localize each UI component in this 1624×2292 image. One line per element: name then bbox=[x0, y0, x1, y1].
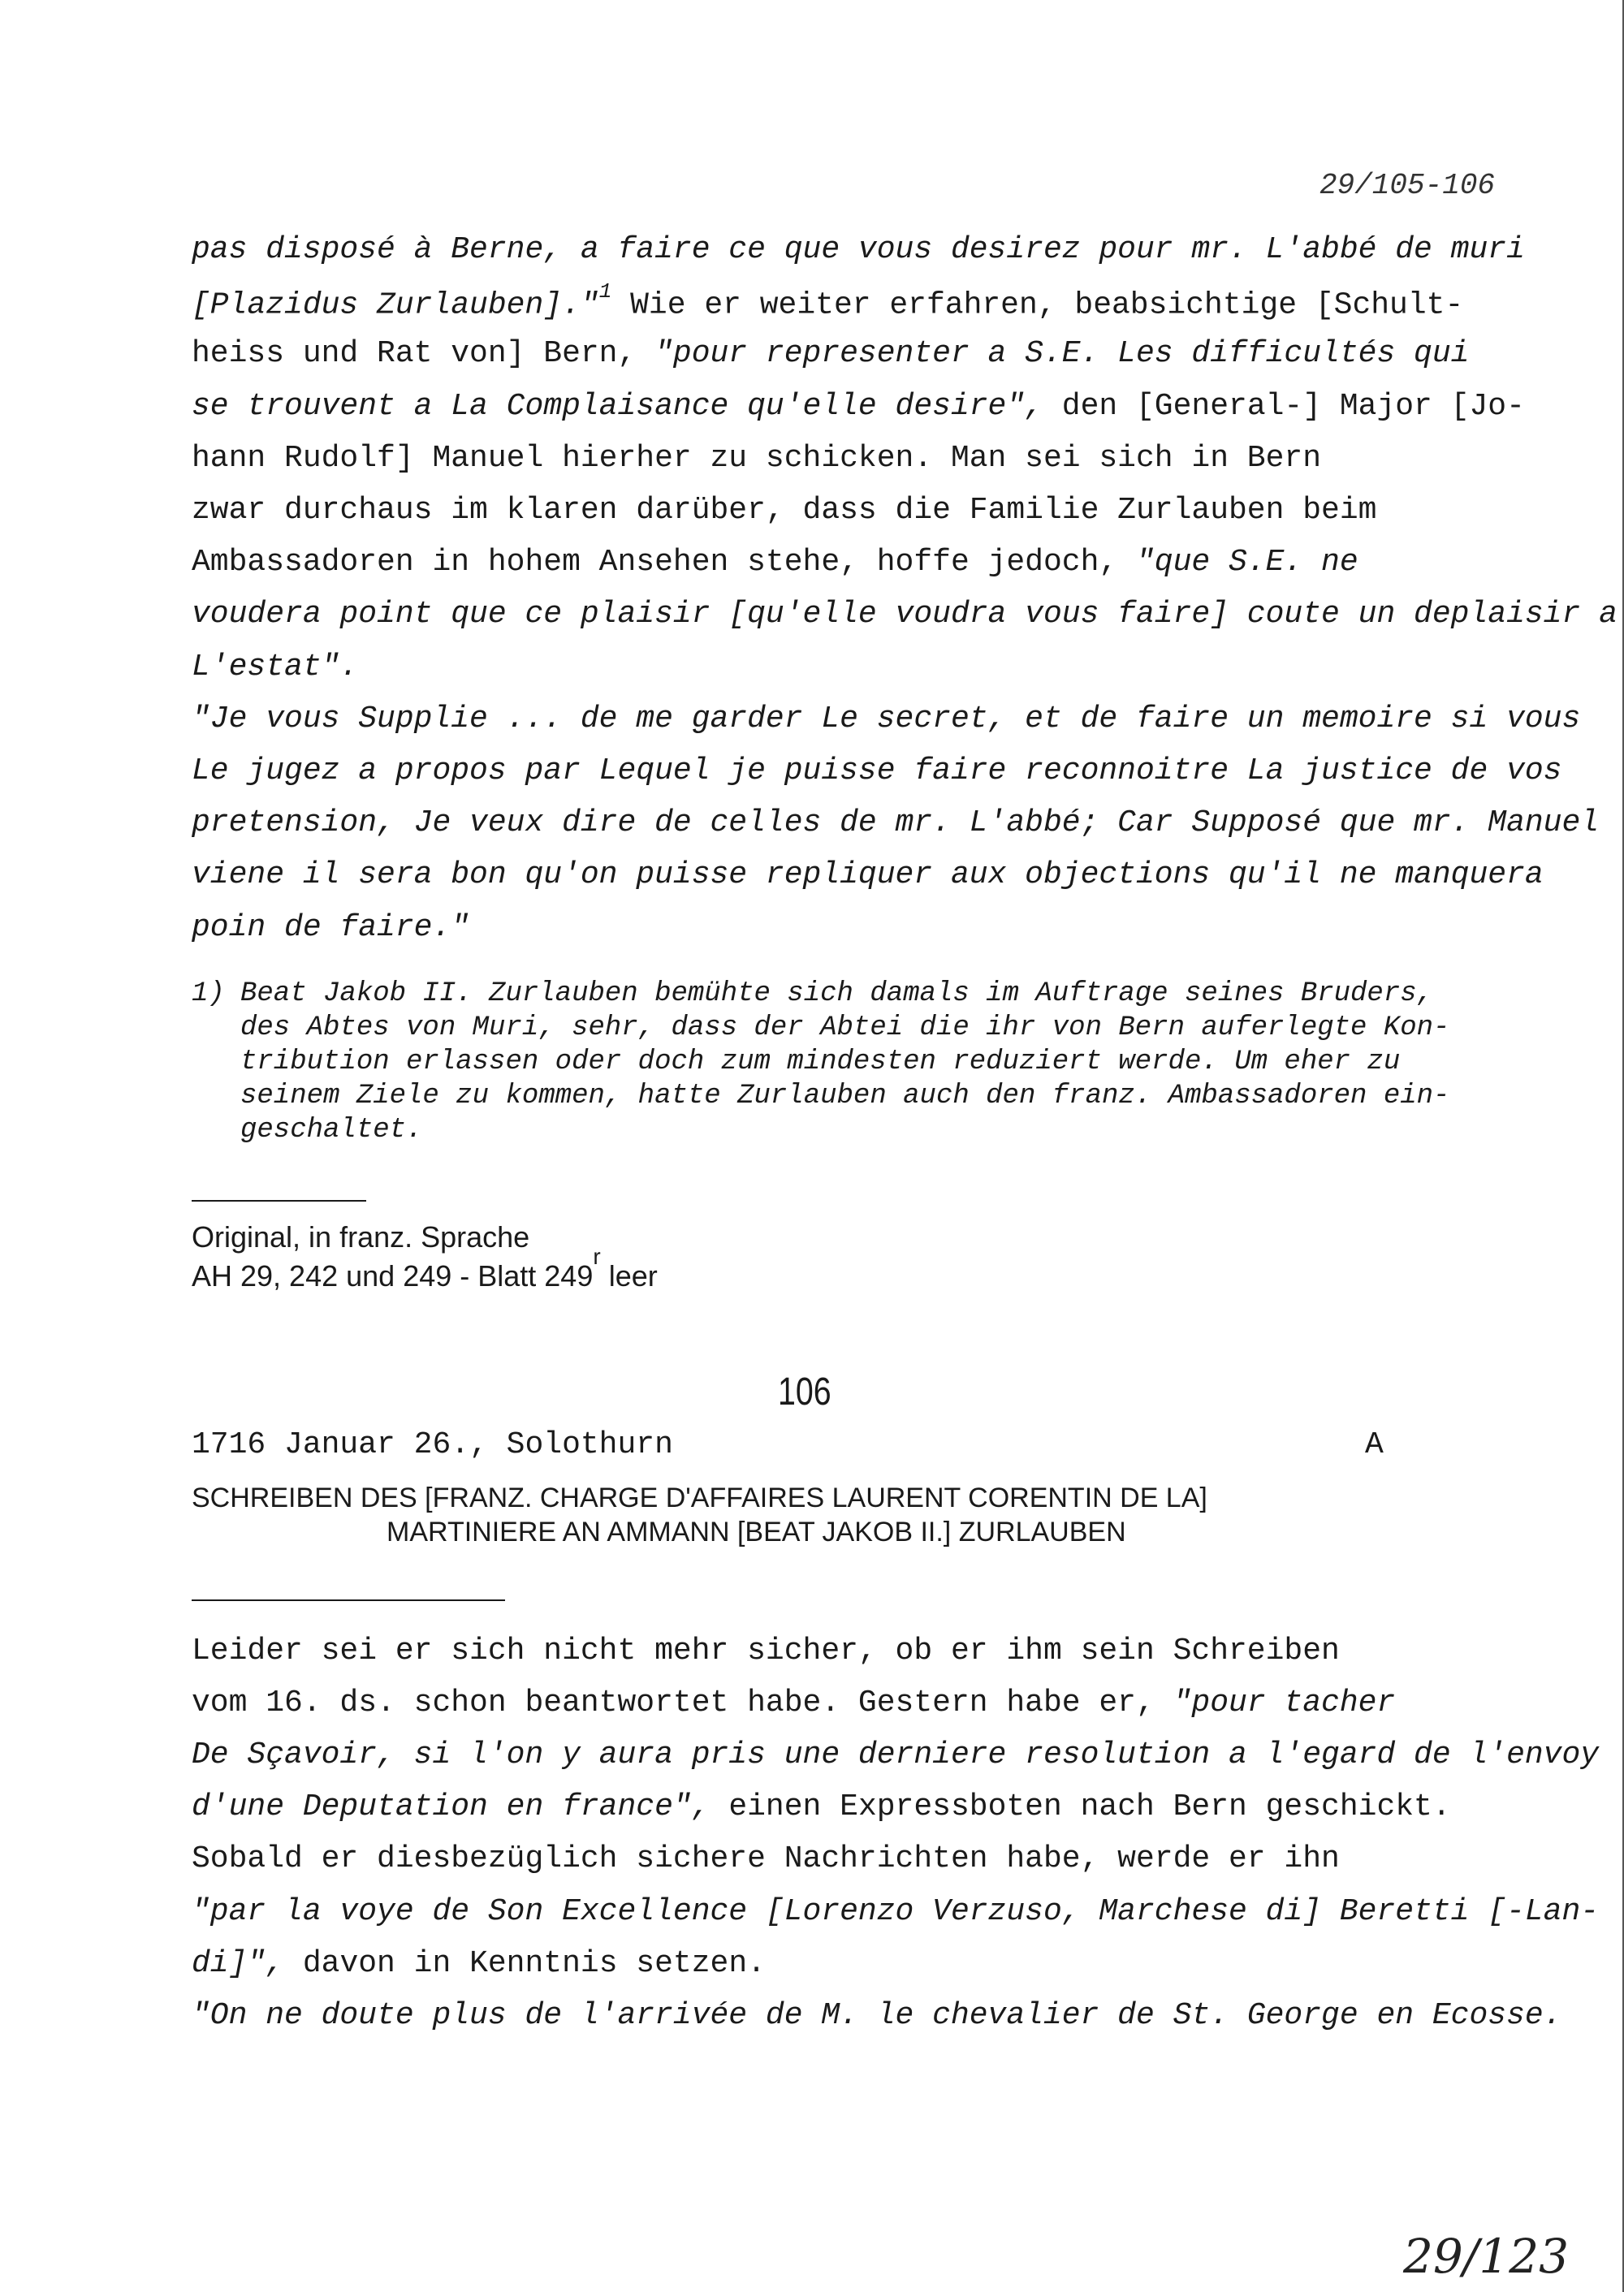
text-run: den [General-] Major [Jo- bbox=[1043, 388, 1525, 424]
text-line bbox=[192, 1998, 1561, 2033]
footnote-line: geschaltet. bbox=[240, 1115, 423, 1146]
text-line bbox=[192, 1634, 1340, 1668]
letter-106-number: 106 bbox=[778, 1370, 831, 1414]
text-run: "pour tacher bbox=[1173, 1686, 1396, 1721]
text-run: Leider sei er sich nicht mehr sicher, ob er ihm sein Schreiben bbox=[192, 1634, 1340, 1668]
text-run: davon in Kenntnis setzen. bbox=[284, 1945, 766, 1981]
source-divider bbox=[192, 1200, 366, 1202]
source-original bbox=[192, 1220, 529, 1254]
footnote-line: Beat Jakob II. Zurlauben bemühte sich damals im Auftrage seines Bruders, bbox=[240, 978, 1434, 1009]
text-run: [Plazidus Zurlauben]." bbox=[192, 287, 599, 323]
text-run: Le jugez a propos par Lequel je puisse faire reconnoitre La justice de vos bbox=[192, 753, 1562, 788]
footnote-marker: 1 bbox=[598, 279, 612, 304]
text-run: poin de faire." bbox=[192, 909, 470, 945]
text-line bbox=[192, 441, 1321, 476]
text-line bbox=[192, 910, 469, 945]
text-line bbox=[192, 701, 1580, 736]
text-line bbox=[192, 1789, 1451, 1824]
text-line bbox=[192, 279, 1464, 323]
archive-stamp: 29/123 bbox=[1403, 2229, 1570, 2284]
text-line bbox=[192, 1686, 1395, 1720]
title-divider bbox=[192, 1599, 505, 1601]
text-run: heiss und Rat von] Bern, bbox=[192, 336, 655, 372]
source-line-1: Original, in franz. Sprache bbox=[192, 1220, 530, 1254]
text-run: se trouvent a La Complaisance qu'elle desire", bbox=[192, 388, 1043, 424]
text-line bbox=[192, 805, 1599, 840]
text-run: voudera point que ce plaisir [qu'elle voudra vous faire] coute un deplaisir a bbox=[192, 597, 1618, 632]
text-run: viene il sera bon qu'on puisse repliquer aux objections qu'il ne manquera bbox=[192, 857, 1544, 893]
footnote-line: seinem Ziele zu kommen, hatte Zurlauben auch den franz. Ambassadoren ein- bbox=[240, 1081, 1450, 1111]
text-line bbox=[192, 753, 1561, 788]
letter-106-title-line-2: MARTINIERE AN AMMANN [BEAT JAKOB II.] ZURLAUBEN bbox=[387, 1517, 1126, 1547]
text-run: "par la voye de Son Excellence [Lorenzo Verzuso, Marchese di] Beretti [-Lan- bbox=[192, 1893, 1600, 1929]
footnote-number: 1) bbox=[192, 978, 225, 1009]
source-archive bbox=[192, 1244, 658, 1293]
source-line-2-sup: r bbox=[593, 1244, 601, 1269]
text-line bbox=[192, 232, 1525, 267]
text-line bbox=[192, 857, 1544, 892]
text-line bbox=[192, 336, 1469, 371]
footnote-line: des Abtes von Muri, sehr, dass der Abtei die ihr von Bern auferlegte Kon- bbox=[240, 1012, 1450, 1043]
text-line bbox=[192, 1841, 1340, 1876]
footnote-line: tribution erlassen oder doch zum mindesten reduziert werde. Um eher zu bbox=[240, 1047, 1401, 1077]
text-run: d'une Deputation en france", bbox=[192, 1789, 710, 1825]
text-line bbox=[192, 650, 358, 684]
text-line bbox=[192, 545, 1358, 580]
letter-106-title-line-1: SCHREIBEN DES [FRANZ. CHARGE D'AFFAIRES LAURENT CORENTIN DE LA] bbox=[192, 1483, 1207, 1513]
text-run: De Sçavoir, si l'on y aura pris une derniere resolution a l'egard de l'envoy bbox=[192, 1737, 1600, 1773]
source-line-2-end: leer bbox=[600, 1259, 658, 1293]
text-line bbox=[192, 389, 1525, 424]
text-run: di]", bbox=[192, 1945, 285, 1981]
text-run: Sobald er diesbezüglich sichere Nachrichten habe, werde er ihn bbox=[192, 1841, 1340, 1877]
text-run: einen Expressboten nach Bern geschickt. bbox=[710, 1789, 1451, 1825]
text-run: Ambassadoren in hohem Ansehen stehe, hoffe jedoch, bbox=[192, 545, 1136, 581]
letter-106-type: A bbox=[1365, 1427, 1384, 1462]
page-reference: 29/105-106 bbox=[1320, 169, 1496, 202]
text-line bbox=[192, 1737, 1599, 1772]
text-run: Wie er weiter erfahren, beabsichtige [Schult- bbox=[611, 287, 1464, 323]
text-run: pretension, Je veux dire de celles de mr. L'abbé; Car Supposé que mr. Manuel bbox=[192, 805, 1600, 841]
text-line bbox=[192, 1946, 766, 1981]
text-run: pas disposé à Berne, a faire ce que vous desirez pour mr. L'abbé de muri bbox=[192, 232, 1525, 267]
text-line bbox=[192, 597, 1618, 632]
text-run: vom 16. ds. schon beantwortet habe. Gestern habe er, bbox=[192, 1686, 1173, 1721]
text-run: "Je vous Supplie ... de me garder Le secret, et de faire un memoire si vous bbox=[192, 701, 1581, 736]
text-run: "On ne doute plus de l'arrivée de M. le chevalier de St. George en Ecosse. bbox=[192, 1997, 1562, 2033]
text-run: "pour representer a S.E. Les difficultés qui bbox=[654, 336, 1470, 372]
letter-106-date-place: 1716 Januar 26., Solothurn bbox=[192, 1427, 673, 1462]
text-run: zwar durchaus im klaren darüber, dass die Familie Zurlauben beim bbox=[192, 493, 1377, 528]
text-run: hann Rudolf] Manuel hierher zu schicken. Man sei sich in Bern bbox=[192, 440, 1322, 476]
text-run: L'estat". bbox=[192, 649, 359, 684]
text-line bbox=[192, 493, 1376, 528]
text-run: "que S.E. ne bbox=[1136, 545, 1358, 581]
text-line bbox=[192, 1894, 1599, 1929]
source-line-2: AH 29, 242 und 249 - Blatt 249 bbox=[192, 1259, 594, 1293]
